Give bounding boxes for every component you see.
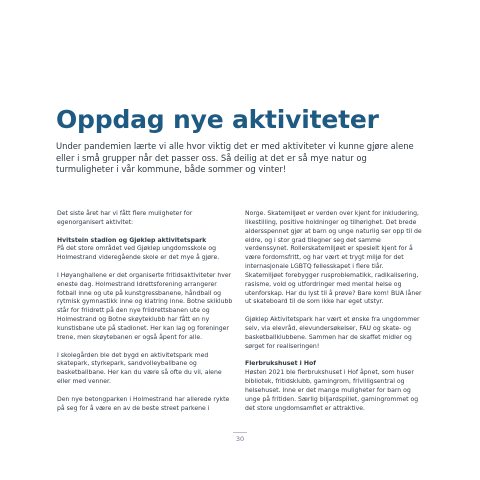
- left-paragraph-3: I Høyanghallene er det organiserte fritidsaktiviteter hver eneste dag. Holmestrand Idrettsforening arrangerer fotball inne og ute på kunstgressbanene, håndball og rytmisk gymnastikk inne og klatring inne. Botne skiklubb står for friidrett på den nye friidrettsbanen ute og Holmestrand og Botne skøyteklubb har fått en ny kunstisbane ute på stadionet. Her kan lag og foreninger trene, men skøytebanen er også åpent for alle.: [57, 271, 233, 341]
- right-heading-hof: [245, 360, 423, 369]
- left-paragraph-2: På det store området ved Gjøklep ungdomsskole og Holmestrand videregående skole er det mye å gjøre.: [57, 245, 220, 262]
- intro-paragraph: Under pandemien lærte vi alle hvor viktig det er med aktiviteter vi kunne gjøre alene eller i små grupper når det passer oss. Så deilig at det er så mye natur og turmuligheter i vår kommune, både sommer og vinter!: [56, 141, 414, 175]
- page-number-divider: [233, 432, 247, 433]
- left-paragraph-5: Den nye betongparken i Holmestrand har allerede rykte på seg for å være en av de beste street parkene i: [57, 395, 230, 412]
- section-heading: Hvitstein stadion og Gjøklep aktivitetspark: [57, 236, 207, 244]
- left-column: [57, 210, 235, 413]
- section-heading: Flerbrukshuset i Hof: [245, 360, 316, 368]
- right-paragraph-1: Norge. Skatemiljøet er verden over kjent for inkludering, likestilling, positive holdninger og tilhørighet. Det brede aldersspennet gjør at barn og unge naturlig ser opp til de eldre, og i stor grad tilegner seg det samme verdenssynet. Rollerskatemiljøet er spesielt kjent for å være fordomsfritt, og har vært et trygt miljø for det internasjonale LGBTQ fellesskapet i flere tiår. Skatemiljøet forebygger rusproblematikk, radikalisering, rasisme, vold og utfordringer med mental helse og utenforskap. Har du lyst til å prøve? Bare kom! BUA låner ut skateboard til de som ikke har eget utstyr.: [245, 210, 422, 306]
- left-paragraph-1: Det siste året har vi fått flere muligheter for egenorganisert aktivitet:: [57, 210, 193, 226]
- page-title: Oppdag nye aktiviteter: [56, 105, 379, 134]
- page-number: 30: [235, 435, 245, 443]
- right-paragraph-3: Høsten 2021 ble flerbrukshuset i Hof åpnet, som huser bibliotek, fritidsklubb, gamingrom, frivilligsentral og helsehuset. Inne er det mange muligheter for barn og unge på fritiden. Særlig biljardspillet, gamingrommet og det store ungdomsamfiet er attraktive.: [245, 369, 419, 412]
- right-paragraph-2: Gjøklep Aktivitetspark har vært et ønske fra ungdommer selv, via elevråd, elevundersøkelser, FAU og skate- og basketballklubbene. Sammen har de skaffet midler og sørget for realiseringen!: [245, 316, 420, 350]
- left-paragraph-4: I skolegården ble det bygd en aktivitetspark med skatepark, styrkepark, sandvolleyballbane og basketballbane. Her kan du være så ofte du vil, alene eller med venner.: [57, 351, 222, 386]
- right-column: [245, 210, 423, 413]
